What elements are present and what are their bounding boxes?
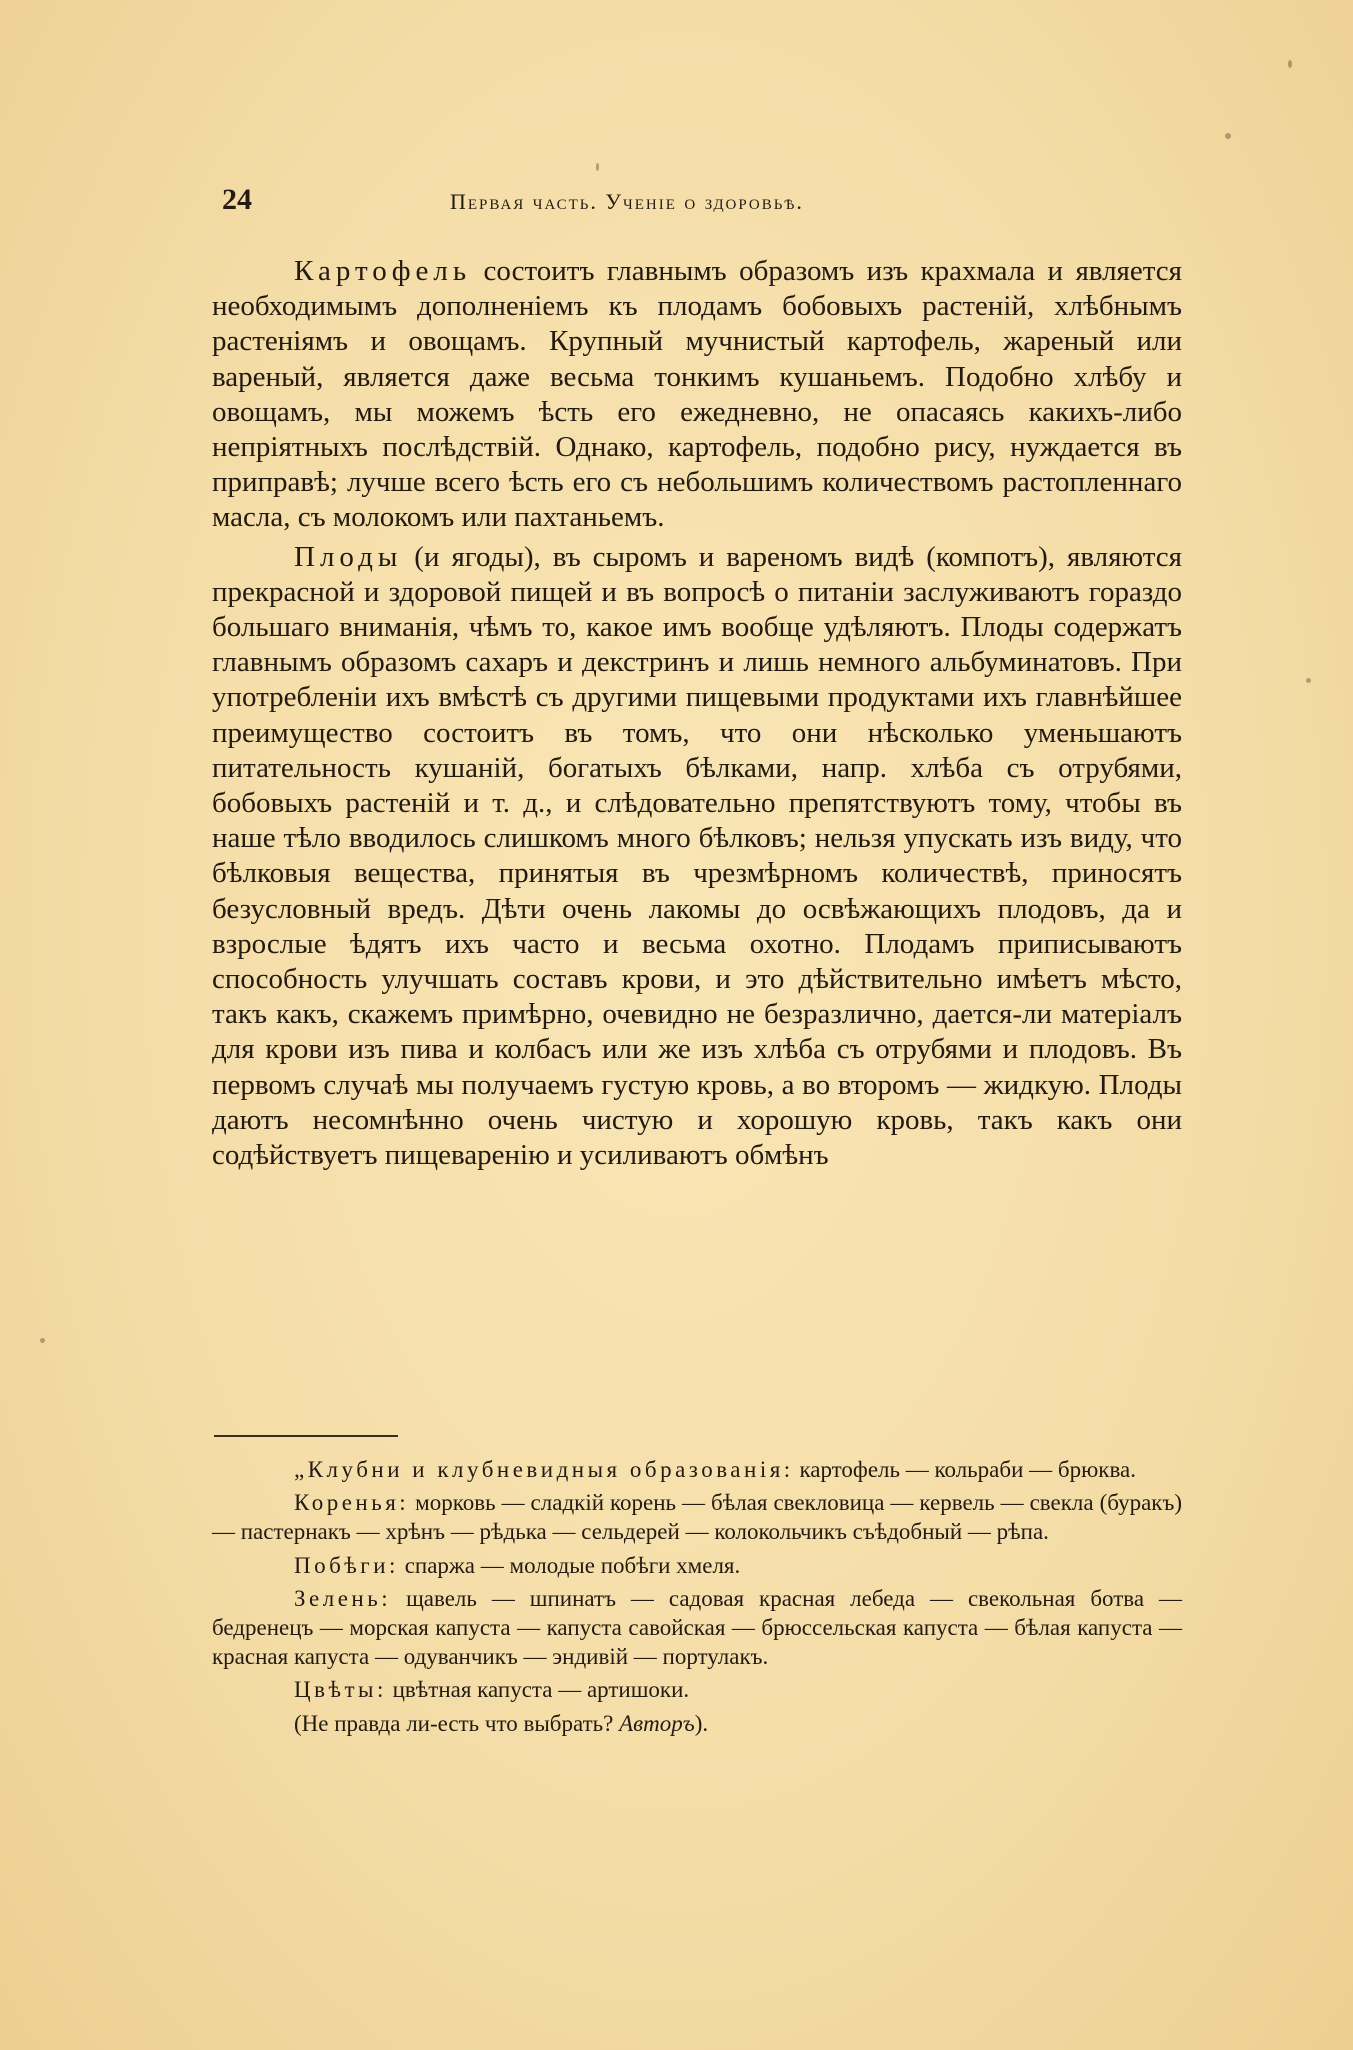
paragraph-body: (и ягоды), въ сыромъ и вареномъ видѣ (компотъ), являются прекрасной и здоровой пищей и въ вопросѣ о питаніи заслуживаютъ гораздо большаго вниманія, чѣмъ то, какое имъ вообще удѣляютъ. Плоды содержатъ главнымъ образомъ сахаръ и декстринъ и лишь немного альбуминатовъ. При употребленіи ихъ вмѣстѣ съ другими пищевыми продуктами ихъ главнѣйшее преимущество состоитъ въ томъ, что они нѣсколько уменьшаютъ питательность кушаній, богатыхъ бѣлками, напр. хлѣба съ отрубями, бобовыхъ растеній и т. д., и слѣдовательно препятствуютъ тому, чтобы въ наше тѣло вводилось слишкомъ много бѣлковъ; нельзя упускать изъ виду, что бѣлковыя вещества, принятыя въ чрезмѣрномъ количествѣ, приносятъ безусловный вредъ. Дѣти очень лакомы до освѣжающихъ плодовъ, да и взрослые ѣдятъ ихъ часто и весьма охотно. Плодамъ приписываютъ способность улучшать составъ крови, и это дѣйствительно имѣетъ мѣсто, такъ какъ, скажемъ примѣрно, очевидно не безразлично, дается-ли матеріалъ для крови изъ пива и колбасъ или же изъ хлѣба съ отрубями и плодовъ. Въ первомъ случаѣ мы получаемъ густую кровь, а во второмъ — жидкую. Плоды даютъ несомнѣнно очень чистую и хорошую кровь, такъ какъ они содѣйствуетъ пищеваренію и усиливаютъ обмѣнъ (212, 540, 1183, 1172)
footnote-term: Коренья: (294, 1490, 410, 1516)
paper-speck (1306, 678, 1311, 683)
footnote-term: Побѣги: (294, 1552, 399, 1578)
paragraph-fruits (212, 540, 1182, 1174)
footnote (212, 1455, 1182, 1738)
footnote-text: цвѣтная капуста — артишоки. (392, 1677, 690, 1703)
footnote-item (212, 1675, 1182, 1704)
footnote-item (212, 1488, 1182, 1546)
page-number: 24 (222, 183, 252, 216)
paper-speck (40, 1338, 45, 1343)
paragraph-potato (212, 254, 1182, 536)
footnote-text: картофель — кольраби — брюква. (799, 1457, 1136, 1482)
main-text (212, 254, 1182, 1173)
footnote-item (212, 1551, 1182, 1580)
paper-speck (1288, 60, 1292, 68)
footnote-text: морковь — сладкій корень — бѣлая свекловица — кервель — свекла (буракъ) — пастернакъ — хрѣнъ — рѣдька — сельдерей — колокольчикъ съѣдобный — рѣпа. (212, 1490, 1183, 1545)
paragraph-body: состоитъ главнымъ образомъ изъ крахмала и является необходимымъ дополненіемъ къ плодамъ бобовыхъ растеній, хлѣбнымъ растеніямъ и овощамъ. Крупный мучнистый картофель, жареный или вареный, является даже весьма тонкимъ кушаньемъ. Подобно хлѣбу и овощамъ, мы можемъ ѣсть его ежедневно, не опасаясь какихъ-либо непріятныхъ послѣдствій. Однако, картофель, подобно рису, нуждается въ приправѣ; лучше всего ѣсть его съ небольшимъ количествомъ растопленнаго масла, съ молокомъ или пахтаньемъ. (212, 255, 1183, 534)
footnote-item (212, 1584, 1182, 1672)
paragraph-term: Плоды (294, 540, 403, 573)
footnote-end: ). (694, 1710, 709, 1736)
footnote-item (212, 1455, 1182, 1484)
footnote-divider (214, 1435, 398, 1437)
footnote-term: Цвѣты: (294, 1677, 387, 1703)
paragraph-term: Картофель (294, 255, 472, 287)
running-head: Первая часть. Ученіе о здоровьѣ. (450, 189, 804, 214)
footnote-term: Зелень: (294, 1585, 392, 1611)
footnote-text: щавель — шпинатъ — садовая красная лебеда — свекольная ботва — бедренецъ — морская капуста — капуста савойская — брюссельская капуста — бѣлая капуста — красная капуста — одуванчикъ — эндивій — портулакъ. (212, 1585, 1182, 1670)
footnote-term: „Клубни и клубневидныя образованія: (294, 1457, 794, 1482)
paper-speck (1225, 133, 1231, 139)
footnote-item (212, 1709, 1182, 1738)
footnote-author: Авторъ (619, 1710, 695, 1736)
page-header (222, 183, 1182, 223)
paper-speck (596, 163, 599, 171)
footnote-text: спаржа — молодые побѣги хмеля. (404, 1552, 741, 1578)
footnote-text: (Не правда ли-есть что выбрать? (294, 1710, 614, 1736)
